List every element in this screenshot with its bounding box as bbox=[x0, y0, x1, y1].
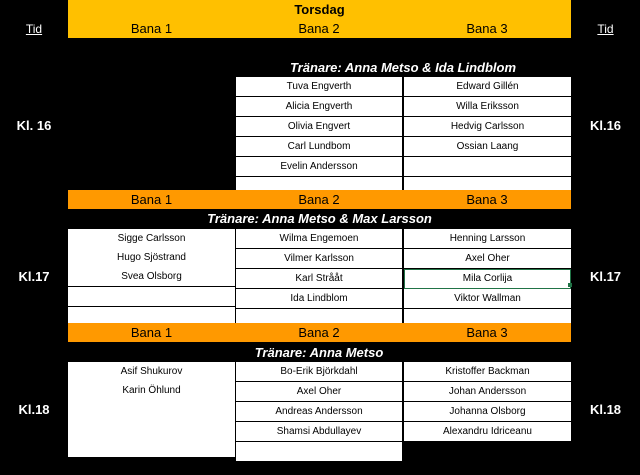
list-item[interactable]: Vilmer Karlsson bbox=[236, 249, 402, 269]
lane-header-2: Bana 2 bbox=[235, 323, 403, 342]
lane-header-1: Bana 1 bbox=[68, 190, 235, 209]
list-item[interactable] bbox=[404, 157, 571, 177]
list-item[interactable]: Asif Shukurov bbox=[68, 362, 235, 381]
lane-header-3: Bana 3 bbox=[403, 323, 571, 342]
list-item[interactable]: Evelin Andersson bbox=[236, 157, 402, 177]
list-item[interactable]: Johan Andersson bbox=[404, 382, 571, 402]
session-3-bana2 bbox=[236, 362, 402, 461]
session-1-bana2 bbox=[236, 77, 402, 195]
fill-handle[interactable] bbox=[568, 283, 572, 287]
list-item[interactable]: Kristoffer Backman bbox=[404, 362, 571, 382]
tid-header-left: Tid bbox=[25, 21, 43, 36]
list-item[interactable] bbox=[404, 441, 571, 460]
session-2-bana3 bbox=[404, 229, 571, 327]
list-item[interactable]: Svea Olsborg bbox=[68, 267, 235, 287]
time-session-3-left: Kl.18 bbox=[18, 401, 50, 417]
session-3-bana1 bbox=[68, 362, 235, 457]
list-item[interactable]: Andreas Andersson bbox=[236, 402, 402, 422]
time-session-2-left: Kl.17 bbox=[18, 268, 50, 284]
list-item[interactable]: Bo-Erik Björkdahl bbox=[236, 362, 402, 382]
session-1-bana3 bbox=[404, 77, 571, 195]
list-item[interactable]: Carl Lundbom bbox=[236, 137, 402, 157]
list-item[interactable]: Olivia Engvert bbox=[236, 117, 402, 137]
lane-header-2: Bana 2 bbox=[235, 19, 403, 38]
session-3-bana3 bbox=[404, 362, 571, 460]
selected-cell[interactable]: Mila Corlija bbox=[404, 269, 571, 289]
time-session-1-left: Kl. 16 bbox=[16, 117, 52, 133]
session-2-bana1 bbox=[68, 229, 235, 325]
lane-header-3: Bana 3 bbox=[403, 19, 571, 38]
day-title: Torsdag bbox=[68, 0, 571, 19]
list-item[interactable]: Ida Lindblom bbox=[236, 289, 402, 309]
list-item[interactable]: Edward Gillén bbox=[404, 77, 571, 97]
trainer-session-1: Tränare: Anna Metso & Ida Lindblom bbox=[289, 60, 517, 75]
lane-header-1: Bana 1 bbox=[68, 323, 235, 342]
time-session-2-right: Kl.17 bbox=[589, 268, 622, 284]
list-item[interactable]: Wilma Engemoen bbox=[236, 229, 402, 249]
list-item[interactable]: Alicia Engverth bbox=[236, 97, 402, 117]
trainer-session-3: Tränare: Anna Metso bbox=[254, 345, 384, 360]
list-item[interactable]: Ossian Laang bbox=[404, 137, 571, 157]
list-item[interactable]: Henning Larsson bbox=[404, 229, 571, 249]
list-item[interactable] bbox=[236, 442, 402, 461]
list-item[interactable]: Tuva Engverth bbox=[236, 77, 402, 97]
tid-header-right: Tid bbox=[597, 21, 614, 36]
time-session-1-right: Kl.16 bbox=[589, 117, 622, 133]
list-item[interactable]: Johanna Olsborg bbox=[404, 402, 571, 422]
list-item[interactable]: Karin Öhlund bbox=[68, 381, 235, 400]
lane-header-2: Bana 2 bbox=[235, 190, 403, 209]
list-item[interactable]: Karl Strååt bbox=[236, 269, 402, 289]
session-2-bana2 bbox=[236, 229, 402, 327]
list-item[interactable]: Viktor Wallman bbox=[404, 289, 571, 309]
list-item[interactable]: Sigge Carlsson bbox=[68, 229, 235, 248]
list-item[interactable]: Alexandru Idriceanu bbox=[404, 422, 571, 441]
list-item[interactable]: Hugo Sjöstrand bbox=[68, 248, 235, 267]
list-item[interactable]: Axel Oher bbox=[236, 382, 402, 402]
list-item[interactable] bbox=[68, 287, 235, 307]
lane-header-1: Bana 1 bbox=[68, 19, 235, 38]
trainer-session-2: Tränare: Anna Metso & Max Larsson bbox=[207, 211, 432, 226]
time-session-3-right: Kl.18 bbox=[589, 401, 622, 417]
list-item[interactable]: Axel Oher bbox=[404, 249, 571, 269]
list-item[interactable]: Hedvig Carlsson bbox=[404, 117, 571, 137]
list-item[interactable]: Shamsi Abdullayev bbox=[236, 422, 402, 442]
lane-header-3: Bana 3 bbox=[403, 190, 571, 209]
list-item[interactable]: Willa Eriksson bbox=[404, 97, 571, 117]
